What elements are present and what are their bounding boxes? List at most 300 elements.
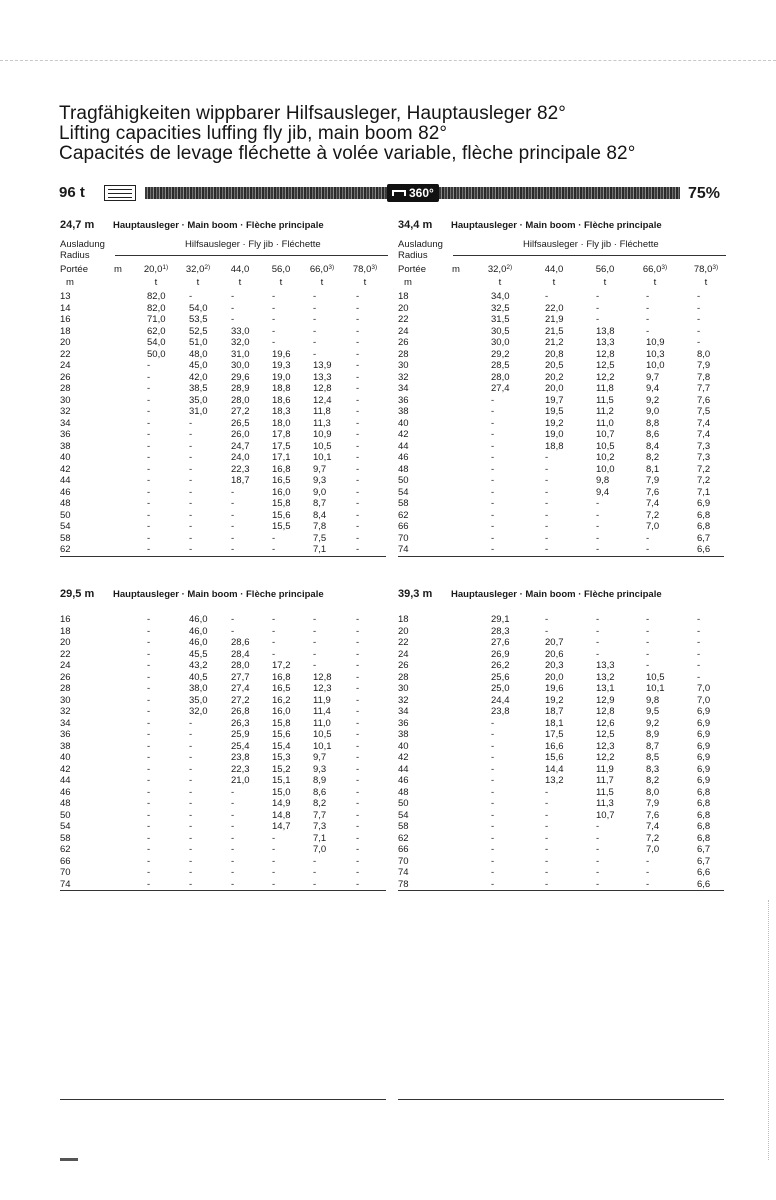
radius-value: 74 bbox=[60, 878, 71, 890]
capacity-value: 32,0 bbox=[231, 337, 250, 348]
capacity-value: - bbox=[231, 521, 235, 532]
capacity-value: 12,6 bbox=[596, 717, 615, 729]
fly-jib-length-value: 56,0 bbox=[271, 264, 291, 275]
table-row bbox=[60, 718, 392, 730]
capacity-value: 6,9 bbox=[697, 706, 711, 717]
footnote-marker: 3) bbox=[712, 264, 719, 271]
capacity-value: - bbox=[491, 832, 495, 844]
radius-value: 18 bbox=[398, 291, 409, 302]
radius-value: 54 bbox=[398, 809, 409, 821]
table-row bbox=[398, 879, 730, 891]
capacity-value: 15,6 bbox=[272, 509, 291, 521]
capacity-value: - bbox=[491, 740, 495, 752]
capacity-value: - bbox=[697, 671, 701, 683]
capacity-value: - bbox=[646, 325, 650, 337]
capacity-value: - bbox=[189, 821, 193, 832]
capacity-value: 11,0 bbox=[596, 417, 614, 429]
capacity-value: 45,5 bbox=[189, 648, 208, 660]
unit-t-label: t bbox=[196, 277, 200, 288]
capacity-value: - bbox=[313, 648, 317, 660]
radius-value: 34 bbox=[398, 706, 409, 717]
capacity-value: 21,5 bbox=[545, 325, 564, 337]
capacity-value: - bbox=[272, 532, 276, 544]
radius-value: 34 bbox=[60, 417, 71, 429]
radius-value: 70 bbox=[398, 532, 409, 544]
radius-value: 62 bbox=[398, 509, 409, 521]
capacity-value: 10,9 bbox=[313, 429, 332, 440]
capacity-value: - bbox=[596, 498, 600, 509]
capacity-value: 9,5 bbox=[646, 706, 660, 717]
table-row bbox=[60, 533, 392, 545]
capacity-value: 82,0 bbox=[147, 302, 166, 314]
capacity-value: - bbox=[189, 521, 193, 532]
unit-m-label: m bbox=[452, 264, 460, 275]
radius-value: 46 bbox=[398, 775, 409, 786]
radius-value: 42 bbox=[398, 429, 409, 440]
table-row bbox=[398, 544, 730, 556]
table-heading bbox=[60, 219, 392, 235]
capacity-value: 31,0 bbox=[189, 406, 208, 417]
capacity-value: 20,8 bbox=[545, 348, 564, 360]
capacity-value: 13,9 bbox=[313, 360, 332, 371]
unit-t-label: t bbox=[552, 277, 556, 288]
capacity-value: 32,0 bbox=[189, 706, 208, 717]
table-row bbox=[60, 752, 392, 764]
radius-value: 62 bbox=[60, 544, 71, 555]
capacity-value: 9,0 bbox=[313, 486, 327, 498]
capacity-value: - bbox=[356, 694, 360, 706]
capacity-value: - bbox=[147, 637, 151, 648]
footnote-marker: 3) bbox=[371, 264, 378, 271]
capacity-value: - bbox=[356, 394, 360, 406]
table-row bbox=[60, 833, 392, 845]
radius-value: 26 bbox=[60, 671, 71, 683]
capacity-value: - bbox=[491, 475, 495, 486]
capacity-value: 7,1 bbox=[313, 832, 327, 844]
capacity-value: 19,2 bbox=[545, 417, 564, 429]
table-row bbox=[60, 626, 392, 638]
capacity-value: - bbox=[356, 532, 360, 544]
capacity-value: - bbox=[356, 383, 360, 394]
capacity-value: 16,5 bbox=[272, 475, 291, 486]
capacity-value: - bbox=[356, 625, 360, 637]
table-row bbox=[398, 521, 730, 533]
capacity-value: 12,5 bbox=[596, 729, 615, 740]
capacity-value: - bbox=[356, 371, 360, 383]
capacity-value: - bbox=[272, 625, 276, 637]
capacity-value: - bbox=[147, 625, 151, 637]
capacity-value: 10,7 bbox=[596, 809, 615, 821]
capacity-value: - bbox=[356, 498, 360, 509]
capacity-value: 16,2 bbox=[272, 694, 291, 706]
radius-value: 42 bbox=[60, 763, 71, 775]
capacity-value: - bbox=[491, 498, 495, 509]
capacity-value: 7,5 bbox=[313, 532, 327, 544]
capacity-value: 6,6 bbox=[697, 878, 711, 890]
capacity-value: 24,0 bbox=[231, 452, 250, 463]
capacity-value: - bbox=[491, 440, 495, 452]
capacity-value: 7,7 bbox=[313, 809, 327, 821]
radius-value: 20 bbox=[60, 337, 71, 348]
capacity-value: - bbox=[231, 532, 235, 544]
radius-value: 18 bbox=[60, 625, 71, 637]
capacity-value: - bbox=[147, 752, 151, 763]
capacity-value: - bbox=[491, 729, 495, 740]
table-row bbox=[60, 729, 392, 741]
capacity-value: 24,4 bbox=[491, 694, 510, 706]
capacity-value: 15,3 bbox=[272, 752, 291, 763]
capacity-value: 8,2 bbox=[646, 775, 660, 786]
table-row bbox=[398, 764, 730, 776]
capacity-value: - bbox=[356, 648, 360, 660]
capacity-value: 7,6 bbox=[646, 486, 660, 498]
capacity-value: 22,3 bbox=[231, 763, 250, 775]
capacity-value: 18,7 bbox=[545, 706, 564, 717]
capacity-value: - bbox=[491, 486, 495, 498]
capacity-value: 18,7 bbox=[231, 475, 250, 486]
page-edge bbox=[768, 900, 769, 1160]
fly-jib-length-value: 32,0 bbox=[185, 264, 205, 275]
capacity-value: 42,0 bbox=[189, 371, 208, 383]
radius-value: 24 bbox=[60, 660, 71, 671]
radius-value: 38 bbox=[398, 729, 409, 740]
capacity-value: 51,0 bbox=[189, 337, 208, 348]
table-row bbox=[398, 418, 730, 430]
capacity-value: 25,0 bbox=[491, 683, 510, 694]
capacity-value: 16,0 bbox=[272, 486, 291, 498]
capacity-value: - bbox=[313, 348, 317, 360]
capacity-value: 23,8 bbox=[491, 706, 510, 717]
capacity-value: - bbox=[491, 752, 495, 763]
radius-value: 48 bbox=[398, 786, 409, 798]
capacity-value: - bbox=[231, 867, 235, 878]
radius-value: 54 bbox=[398, 486, 409, 498]
table-row bbox=[60, 544, 392, 556]
capacity-value: - bbox=[147, 532, 151, 544]
capacity-value: 50,0 bbox=[147, 348, 166, 360]
capacity-value: - bbox=[147, 360, 151, 371]
table-row bbox=[398, 787, 730, 799]
capacity-value: 14,9 bbox=[272, 798, 291, 809]
capacity-value: - bbox=[189, 798, 193, 809]
stability-percent: 75% bbox=[688, 185, 721, 202]
capacity-value: - bbox=[646, 532, 650, 544]
capacity-value: - bbox=[231, 486, 235, 498]
table-row bbox=[398, 660, 730, 672]
capacity-value: 7,3 bbox=[313, 821, 327, 832]
capacity-value: 10,1 bbox=[313, 740, 332, 752]
capacity-value: 19,6 bbox=[545, 683, 564, 694]
radius-value: 62 bbox=[398, 832, 409, 844]
capacity-value: 7,4 bbox=[697, 417, 711, 429]
capacity-value: - bbox=[189, 775, 193, 786]
capacity-value: 18,0 bbox=[272, 417, 291, 429]
capacity-value: - bbox=[189, 475, 193, 486]
radius-value: 22 bbox=[60, 348, 71, 360]
radius-value: 66 bbox=[398, 521, 409, 532]
capacity-value: 28,5 bbox=[491, 360, 510, 371]
capacity-value: - bbox=[596, 521, 600, 532]
capacity-value: 10,5 bbox=[646, 671, 665, 683]
capacity-value: - bbox=[491, 775, 495, 786]
radius-header bbox=[60, 239, 105, 261]
capacity-value: - bbox=[545, 475, 549, 486]
capacity-value: 21,9 bbox=[545, 314, 564, 325]
capacity-value: 12,8 bbox=[313, 671, 332, 683]
capacity-table-4 bbox=[398, 588, 730, 948]
capacity-value: 6,9 bbox=[697, 498, 711, 509]
capacity-value: - bbox=[313, 314, 317, 325]
table-row bbox=[398, 452, 730, 464]
capacity-value: - bbox=[147, 775, 151, 786]
radius-value: 40 bbox=[60, 752, 71, 763]
table-row bbox=[60, 521, 392, 533]
capacity-value: 17,5 bbox=[545, 729, 564, 740]
radius-value: 30 bbox=[60, 694, 71, 706]
table-row bbox=[398, 533, 730, 545]
fly-jib-length-header bbox=[640, 264, 670, 275]
unit-t-label: t bbox=[498, 277, 502, 288]
fly-jib-length-value: 66,0 bbox=[309, 264, 329, 275]
radius-value: 42 bbox=[398, 752, 409, 763]
capacity-value: 54,0 bbox=[147, 337, 166, 348]
capacity-value: - bbox=[356, 775, 360, 786]
capacity-value: 14,7 bbox=[272, 821, 291, 832]
capacity-value: - bbox=[272, 337, 276, 348]
capacity-value: - bbox=[231, 625, 235, 637]
capacity-value: 28,0 bbox=[231, 660, 250, 671]
capacity-value: 28,3 bbox=[491, 625, 510, 637]
capacity-value: 18,8 bbox=[545, 440, 564, 452]
capacity-value: - bbox=[272, 878, 276, 890]
radius-value: 34 bbox=[398, 383, 409, 394]
table-row bbox=[398, 821, 730, 833]
table-row bbox=[60, 314, 392, 326]
capacity-value: - bbox=[189, 844, 193, 855]
radius-value: 44 bbox=[60, 775, 71, 786]
capacity-value: - bbox=[356, 660, 360, 671]
capacity-value: - bbox=[189, 486, 193, 498]
capacity-value: 7,1 bbox=[697, 486, 711, 498]
capacity-value: 11,5 bbox=[596, 786, 614, 798]
capacity-value: 8,4 bbox=[646, 440, 660, 452]
table-row bbox=[398, 775, 730, 787]
capacity-value: 7,0 bbox=[646, 844, 660, 855]
radius-label-fr: Portée bbox=[398, 264, 426, 275]
capacity-value: 9,3 bbox=[313, 763, 327, 775]
capacity-value: - bbox=[646, 648, 650, 660]
radius-value: 24 bbox=[398, 648, 409, 660]
capacity-value: 17,1 bbox=[272, 452, 291, 463]
table-row bbox=[398, 833, 730, 845]
table-row bbox=[60, 383, 392, 395]
table-row bbox=[398, 683, 730, 695]
capacity-value: 12,4 bbox=[313, 394, 332, 406]
capacity-value: 6,8 bbox=[697, 809, 711, 821]
capacity-value: 15,6 bbox=[272, 729, 291, 740]
capacity-value: 71,0 bbox=[147, 314, 166, 325]
capacity-value: - bbox=[272, 614, 276, 625]
capacity-value: 15,5 bbox=[272, 521, 291, 532]
counterweight-value: 96 t bbox=[59, 184, 85, 201]
capacity-value: - bbox=[313, 302, 317, 314]
capacity-value: - bbox=[596, 509, 600, 521]
capacity-value: - bbox=[231, 821, 235, 832]
capacity-value: 20,5 bbox=[545, 360, 564, 371]
capacity-value: - bbox=[545, 867, 549, 878]
capacity-value: - bbox=[545, 809, 549, 821]
capacity-value: 8,5 bbox=[646, 752, 660, 763]
table-row bbox=[60, 706, 392, 718]
table-row bbox=[60, 418, 392, 430]
capacity-value: - bbox=[646, 867, 650, 878]
capacity-value: - bbox=[356, 729, 360, 740]
capacity-value: - bbox=[147, 844, 151, 855]
capacity-value: - bbox=[189, 440, 193, 452]
capacity-value: 9,7 bbox=[646, 371, 660, 383]
capacity-value: - bbox=[147, 371, 151, 383]
capacity-value: 14,4 bbox=[545, 763, 564, 775]
capacity-value: 12,9 bbox=[596, 694, 615, 706]
fly-jib-caption: Hilfsausleger · Fly jib · Fléchette bbox=[185, 239, 321, 250]
top-divider bbox=[0, 60, 776, 61]
capacity-value: 16,8 bbox=[272, 463, 291, 475]
capacity-value: 11,7 bbox=[596, 775, 614, 786]
capacity-value: 12,3 bbox=[313, 683, 332, 694]
radius-value: 20 bbox=[398, 302, 409, 314]
fly-jib-length-value: 78,0 bbox=[693, 264, 713, 275]
capacity-value: - bbox=[356, 786, 360, 798]
unit-m-label: m bbox=[114, 264, 122, 275]
radius-value: 20 bbox=[398, 625, 409, 637]
capacity-value: - bbox=[596, 302, 600, 314]
radius-value: 58 bbox=[398, 821, 409, 832]
capacity-value: - bbox=[189, 498, 193, 509]
capacity-value: 7,3 bbox=[697, 440, 711, 452]
capacity-value: - bbox=[596, 314, 600, 325]
capacity-value: 27,2 bbox=[231, 694, 250, 706]
radius-value: 48 bbox=[398, 463, 409, 475]
capacity-value: - bbox=[189, 544, 193, 555]
table-row bbox=[398, 498, 730, 510]
table-heading bbox=[398, 588, 730, 604]
fly-jib-length-value: 66,0 bbox=[642, 264, 662, 275]
capacity-value: - bbox=[313, 325, 317, 337]
footer-line-right bbox=[398, 1099, 724, 1100]
radius-value: 36 bbox=[398, 717, 409, 729]
capacity-value: - bbox=[697, 660, 701, 671]
radius-label-en: Radius bbox=[60, 250, 90, 261]
capacity-value: - bbox=[356, 521, 360, 532]
capacity-value: 15,8 bbox=[272, 498, 291, 509]
capacity-value: 11,5 bbox=[596, 394, 614, 406]
capacity-value: - bbox=[147, 878, 151, 890]
capacity-value: 9,8 bbox=[646, 694, 660, 706]
boom-length-label: 39,3 m bbox=[398, 588, 433, 600]
radius-value: 74 bbox=[398, 867, 409, 878]
capacity-value: 7,2 bbox=[697, 463, 711, 475]
capacity-value: - bbox=[356, 475, 360, 486]
capacity-value: - bbox=[545, 844, 549, 855]
radius-value: 26 bbox=[398, 337, 409, 348]
capacity-value: 8,0 bbox=[646, 786, 660, 798]
capacity-value: - bbox=[596, 844, 600, 855]
capacity-value: - bbox=[646, 614, 650, 625]
table-row bbox=[398, 844, 730, 856]
capacity-value: - bbox=[147, 452, 151, 463]
capacity-value: - bbox=[545, 532, 549, 544]
table-row bbox=[60, 452, 392, 464]
table-row bbox=[398, 314, 730, 326]
radius-header bbox=[398, 239, 443, 261]
capacity-value: - bbox=[491, 544, 495, 555]
table-row bbox=[398, 372, 730, 384]
capacity-value: - bbox=[231, 291, 235, 302]
table-row bbox=[398, 729, 730, 741]
capacity-value: 8,7 bbox=[313, 498, 327, 509]
capacity-value: 8,1 bbox=[646, 463, 660, 475]
capacity-value: - bbox=[147, 463, 151, 475]
capacity-value: - bbox=[545, 498, 549, 509]
radius-value: 32 bbox=[60, 406, 71, 417]
capacity-value: 17,8 bbox=[272, 429, 291, 440]
radius-value: 62 bbox=[60, 844, 71, 855]
radius-value: 38 bbox=[60, 740, 71, 752]
capacity-value: - bbox=[272, 325, 276, 337]
document-code-mark bbox=[60, 1158, 78, 1161]
title-block bbox=[59, 104, 635, 164]
capacity-value: - bbox=[231, 832, 235, 844]
table-row bbox=[60, 475, 392, 487]
capacity-value: 7,2 bbox=[646, 509, 660, 521]
capacity-value: 6,9 bbox=[697, 740, 711, 752]
capacity-value: - bbox=[356, 325, 360, 337]
capacity-value: 19,6 bbox=[272, 348, 291, 360]
capacity-value: 20,2 bbox=[545, 371, 564, 383]
capacity-value: 11,0 bbox=[313, 717, 331, 729]
radius-value: 44 bbox=[398, 763, 409, 775]
capacity-value: 16,0 bbox=[272, 706, 291, 717]
capacity-value: 19,3 bbox=[272, 360, 291, 371]
capacity-value: - bbox=[596, 614, 600, 625]
table-row bbox=[398, 441, 730, 453]
capacity-value: - bbox=[646, 878, 650, 890]
capacity-value: - bbox=[697, 302, 701, 314]
footnote-marker: 3) bbox=[328, 264, 335, 271]
capacity-value: - bbox=[545, 463, 549, 475]
capacity-value: 35,0 bbox=[189, 394, 208, 406]
capacity-value: - bbox=[189, 463, 193, 475]
capacity-value: 18,3 bbox=[272, 406, 291, 417]
capacity-value: - bbox=[596, 637, 600, 648]
capacity-value: 12,2 bbox=[596, 371, 615, 383]
capacity-value: 8,0 bbox=[697, 348, 711, 360]
capacity-value: - bbox=[356, 740, 360, 752]
capacity-value: 6,9 bbox=[697, 763, 711, 775]
capacity-value: - bbox=[697, 291, 701, 302]
main-boom-caption: Hauptausleger · Main boom · Flèche principale bbox=[451, 589, 662, 600]
capacity-value: - bbox=[596, 867, 600, 878]
capacity-value: - bbox=[356, 429, 360, 440]
table-row bbox=[398, 626, 730, 638]
radius-value: 16 bbox=[60, 614, 71, 625]
capacity-value: - bbox=[491, 406, 495, 417]
capacity-value: - bbox=[147, 786, 151, 798]
capacity-value: - bbox=[491, 417, 495, 429]
radius-value: 32 bbox=[398, 371, 409, 383]
capacity-value: - bbox=[356, 671, 360, 683]
capacity-value: 11,2 bbox=[596, 406, 614, 417]
